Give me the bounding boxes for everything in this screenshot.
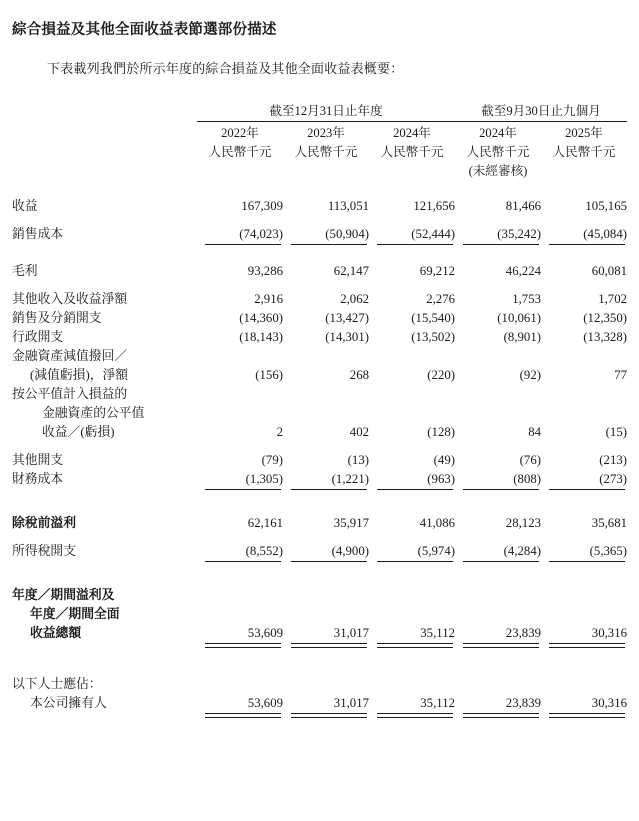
row-value: 30,316 (541, 692, 627, 711)
row-value (197, 345, 283, 364)
page-title: 綜合損益及其他全面收益表節選部份描述 (12, 22, 277, 38)
group-header-interim-label: 截至9月30日止九個月 (481, 104, 601, 118)
row-value: (13,328) (583, 330, 627, 344)
row-value: 402 (349, 425, 369, 439)
table-row (12, 622, 627, 641)
row-value (283, 584, 369, 603)
row-value: 35,112 (369, 622, 455, 641)
row-value (369, 402, 455, 421)
row-value: 2 (276, 425, 283, 439)
row-value: (1,305) (197, 468, 283, 487)
sub-header-spacer (12, 160, 197, 179)
year-header-2024: 2024年 (393, 126, 431, 140)
row-value: (128) (427, 425, 455, 439)
row-spacer-cell (12, 568, 627, 584)
row-spacer-cell (12, 251, 627, 260)
row-value: 1,753 (512, 292, 541, 306)
row-value: 28,123 (505, 516, 541, 530)
row-value: 113,051 (327, 199, 369, 213)
row-value (455, 402, 541, 421)
row-value: (5,974) (369, 540, 455, 559)
row-spacer-cell (12, 279, 627, 288)
row-value (369, 603, 455, 622)
row-value: (4,284) (455, 540, 541, 559)
row-value: (12,350) (583, 311, 627, 325)
sub-header-blank-1 (197, 160, 283, 179)
row-value (197, 603, 283, 622)
sub-header-blank-3 (369, 160, 455, 179)
row-value: 77 (614, 368, 627, 382)
row-value: (13,502) (411, 330, 455, 344)
row-value (455, 603, 541, 622)
row-value: 268 (349, 368, 369, 382)
row-value: (52,444) (369, 223, 455, 242)
row-value: 35,917 (333, 516, 369, 530)
table-row (12, 195, 627, 214)
row-value: (273) (541, 468, 627, 487)
row-spacer-cell (12, 179, 627, 195)
row-value (283, 383, 369, 402)
row-label: 銷售及分銷開支 (12, 311, 102, 325)
row-spacer-cell (12, 657, 627, 673)
row-label: 按公平值計入損益的 (12, 387, 128, 401)
row-value: 69,212 (419, 264, 455, 278)
row-value: 31,017 (283, 692, 369, 711)
row-value: 121,656 (413, 199, 455, 213)
row-value (455, 383, 541, 402)
year-header-spacer (12, 122, 197, 141)
row-value (541, 603, 627, 622)
row-value: (49) (433, 453, 455, 467)
row-value: (8,901) (503, 330, 541, 344)
table-row (12, 364, 627, 383)
table-row (12, 260, 627, 279)
row-value: (35,242) (455, 223, 541, 242)
row-label: 除稅前溢利 (12, 516, 76, 530)
unit-header-3: 人民幣千元 (380, 145, 444, 159)
row-spacer-cell (12, 440, 627, 449)
row-value: (5,365) (541, 540, 627, 559)
row-value (369, 673, 455, 692)
row-value: (18,143) (239, 330, 283, 344)
row-spacer (12, 251, 627, 260)
row-value (541, 383, 627, 402)
row-value: 62,147 (333, 264, 369, 278)
row-value (455, 673, 541, 692)
row-label: 其他收入及收益淨額 (12, 292, 128, 306)
table-row (12, 468, 627, 487)
row-label: 收益／(虧損) (42, 425, 115, 439)
row-label: 金融資產減值撥回／ (12, 349, 128, 363)
row-value: 2,276 (426, 292, 455, 306)
row-value: (808) (455, 468, 541, 487)
group-header-annual-label: 截至12月31日止年度 (269, 104, 383, 118)
sub-header-blank-5 (541, 160, 627, 179)
row-spacer (12, 179, 627, 195)
row-value: (15,540) (411, 311, 455, 325)
row-value (369, 383, 455, 402)
table-row (12, 584, 627, 603)
row-label: 年度／期間溢利及 (12, 588, 115, 602)
row-spacer (12, 657, 627, 673)
row-value: (92) (519, 368, 541, 382)
table-row (12, 223, 627, 242)
row-value: 46,224 (505, 264, 541, 278)
row-value (541, 345, 627, 364)
group-header-row (12, 100, 627, 122)
row-spacer (12, 496, 627, 512)
row-value: 167,309 (241, 199, 283, 213)
row-value: (15) (605, 425, 627, 439)
row-label: 以下人士應佔： (12, 677, 102, 691)
table-row (12, 307, 627, 326)
row-spacer-cell (12, 214, 627, 223)
row-value: (1,221) (283, 468, 369, 487)
row-value (455, 584, 541, 603)
row-label: 財務成本 (12, 472, 64, 486)
row-spacer-cell (12, 496, 627, 512)
row-spacer (12, 214, 627, 223)
row-value (541, 402, 627, 421)
row-value: (10,061) (497, 311, 541, 325)
row-value: (8,552) (197, 540, 283, 559)
row-label: 銷售成本 (12, 227, 64, 241)
table-row (12, 540, 627, 559)
row-value: 23,839 (455, 692, 541, 711)
row-spacer-cell (12, 531, 627, 540)
row-spacer (12, 279, 627, 288)
row-value: 41,086 (419, 516, 455, 530)
row-value: (79) (261, 453, 283, 467)
row-value: (76) (519, 453, 541, 467)
row-value (369, 345, 455, 364)
row-value: 62,161 (247, 516, 283, 530)
unit-header-1: 人民幣千元 (208, 145, 272, 159)
group-header-interim (455, 100, 627, 122)
row-value: (74,023) (197, 223, 283, 242)
row-value (197, 673, 283, 692)
row-value: 35,681 (591, 516, 627, 530)
row-value: 1,702 (598, 292, 627, 306)
row-label: 所得稅開支 (12, 544, 76, 558)
table-row (12, 449, 627, 468)
table-row (12, 345, 627, 364)
unit-header-5: 人民幣千元 (552, 145, 616, 159)
table-row (12, 512, 627, 531)
row-value: 2,062 (340, 292, 369, 306)
table-header (12, 100, 627, 179)
sub-header-blank-2 (283, 160, 369, 179)
year-header-row (12, 122, 627, 141)
row-value (283, 402, 369, 421)
year-header-2024-interim: 2024年 (479, 126, 517, 140)
year-header-2023: 2023年 (307, 126, 345, 140)
row-value: (50,904) (283, 223, 369, 242)
table-row (12, 603, 627, 622)
table-row (12, 402, 627, 421)
row-value: 53,609 (197, 622, 283, 641)
row-value: (14,360) (239, 311, 283, 325)
table-row (12, 421, 627, 440)
year-header-2025-interim: 2025年 (565, 126, 603, 140)
row-label: 本公司擁有人 (30, 696, 107, 710)
unit-header-row (12, 141, 627, 160)
row-value: (156) (255, 368, 283, 382)
table-body (12, 179, 627, 727)
row-value: (14,301) (325, 330, 369, 344)
row-label: 其他開支 (12, 453, 64, 467)
table-row (12, 288, 627, 307)
row-value: 93,286 (247, 264, 283, 278)
row-spacer (12, 440, 627, 449)
row-value (283, 345, 369, 364)
row-value: (13) (347, 453, 369, 467)
row-label: (減值虧損)，淨額 (30, 368, 129, 382)
row-value: 2,916 (254, 292, 283, 306)
row-label: 金融資產的公平值 (42, 406, 145, 420)
row-value: 105,165 (585, 199, 627, 213)
row-spacer (12, 568, 627, 584)
sub-header-unaudited: (未經審核) (468, 164, 528, 178)
row-value (197, 383, 283, 402)
row-value: (13,427) (325, 311, 369, 325)
sub-header-row (12, 160, 627, 179)
row-value (455, 345, 541, 364)
row-label: 行政開支 (12, 330, 64, 344)
row-value: (963) (369, 468, 455, 487)
row-value (541, 673, 627, 692)
row-value: (45,084) (541, 223, 627, 242)
row-label: 年度／期間全面 (30, 607, 120, 621)
row-spacer (12, 531, 627, 540)
year-header-2022: 2022年 (221, 126, 259, 140)
group-header-spacer (12, 100, 197, 122)
row-value (197, 402, 283, 421)
row-value: (213) (599, 453, 627, 467)
group-header-annual (197, 100, 455, 122)
unit-header-4: 人民幣千元 (466, 145, 530, 159)
row-value: (220) (427, 368, 455, 382)
row-value (369, 584, 455, 603)
row-value: 81,466 (505, 199, 541, 213)
row-label: 收益總額 (30, 626, 82, 640)
row-label: 收益 (12, 199, 38, 213)
row-value: 30,316 (541, 622, 627, 641)
row-value (541, 584, 627, 603)
table-row (12, 673, 627, 692)
row-value (197, 584, 283, 603)
row-value: 60,081 (591, 264, 627, 278)
unit-header-2: 人民幣千元 (294, 145, 358, 159)
table-row (12, 692, 627, 711)
income-statement-table (12, 100, 627, 727)
row-value: 84 (528, 425, 541, 439)
row-value: (4,900) (283, 540, 369, 559)
row-value: 35,112 (369, 692, 455, 711)
table-row (12, 383, 627, 402)
row-value (283, 603, 369, 622)
intro-paragraph: 下表載列我們於所示年度的綜合損益及其他全面收益表概要： (47, 61, 404, 76)
row-value: 31,017 (283, 622, 369, 641)
row-label: 毛利 (12, 264, 38, 278)
row-value (283, 673, 369, 692)
row-value: 53,609 (197, 692, 283, 711)
unit-header-spacer (12, 141, 197, 160)
row-value: 23,839 (455, 622, 541, 641)
table-row (12, 326, 627, 345)
